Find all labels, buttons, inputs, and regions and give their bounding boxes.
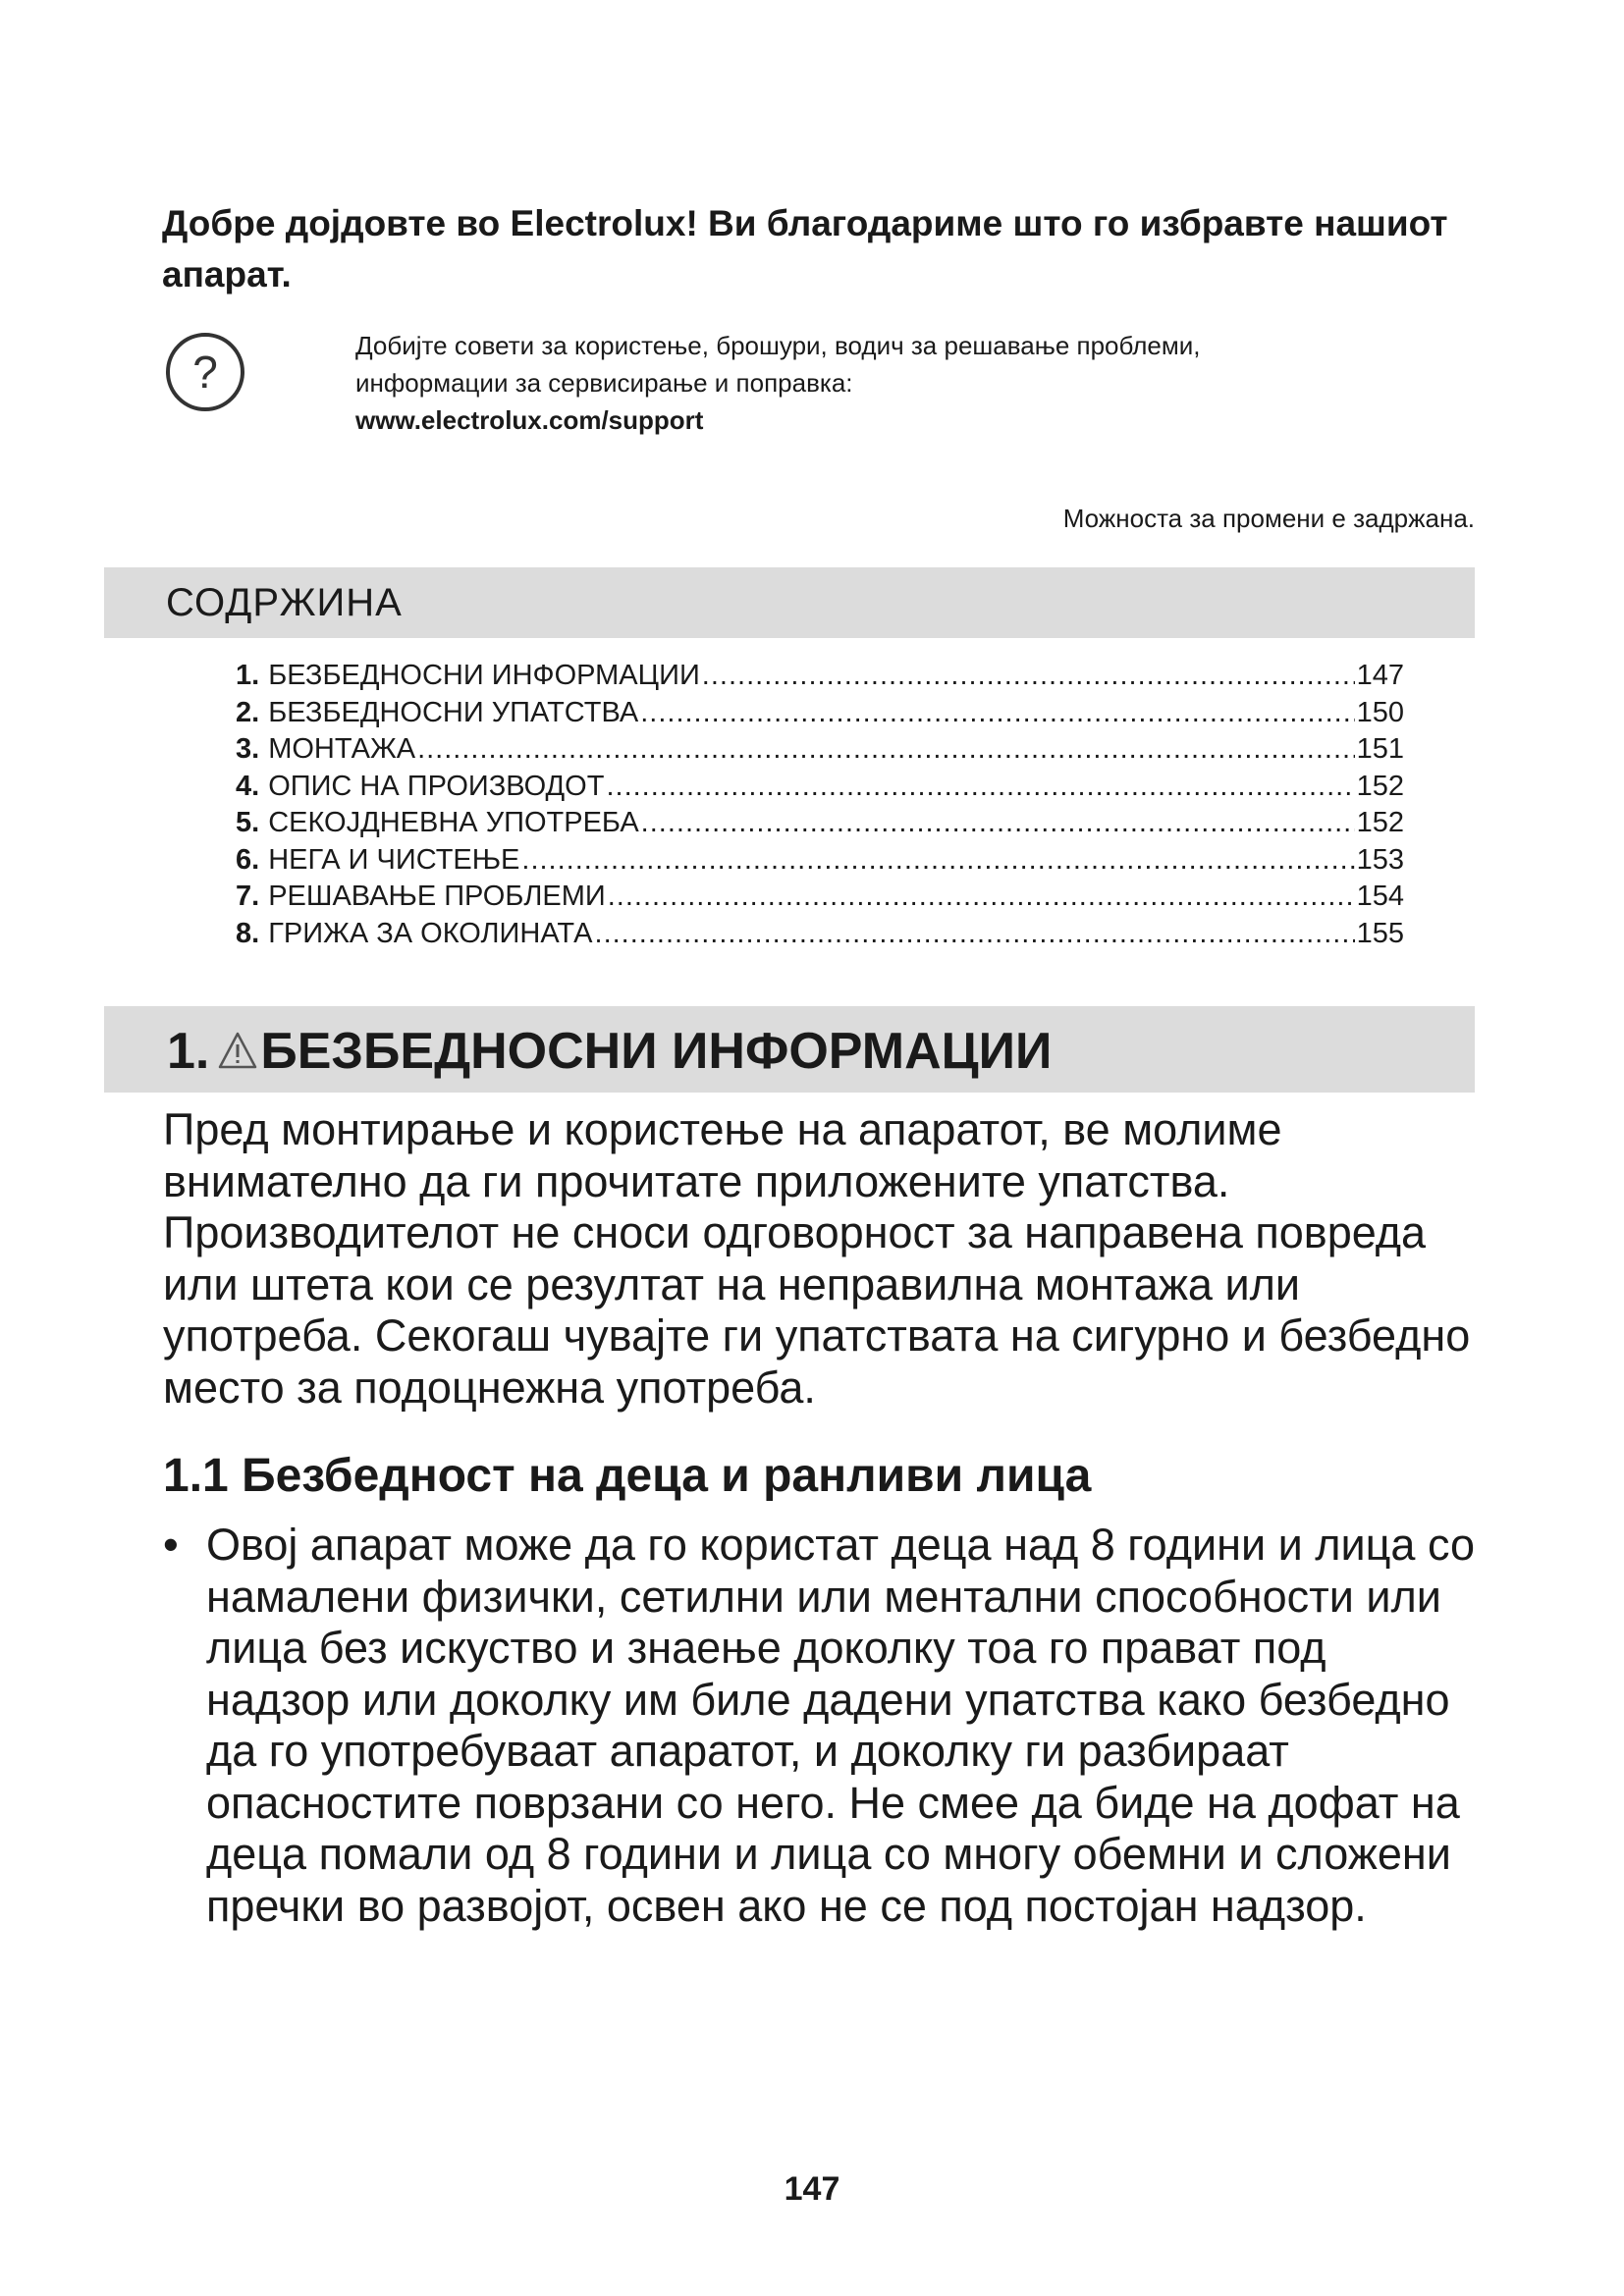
toc-item-label: ОПИС НА ПРОИЗВОДОТ [268,770,605,802]
toc-leader-dots [595,916,1355,953]
list-item [163,1520,1479,1932]
bullet-icon: • [163,1520,179,1570]
toc-item-label: НЕГА И ЧИСТЕЊЕ [268,843,520,876]
toc-leader-dots [521,842,1354,880]
warning-triangle-icon [217,1031,258,1070]
subsection-title: 1.1 Безбедност на деца и ранливи лица [163,1450,1092,1502]
toc-leader-dots [606,769,1354,806]
toc-item-page: 152 [1356,770,1404,802]
toc-item-label: МОНТАЖА [268,733,416,765]
toc-item[interactable] [236,769,1404,806]
page-number: 147 [784,2170,840,2208]
toc-item[interactable] [236,805,1404,842]
section-title [167,1020,1052,1083]
toc-item[interactable] [236,731,1404,769]
toc-item-number: 8. [236,917,260,949]
support-line-2: информации за сервисирање и поправка: [355,368,853,398]
toc-leader-dots [641,805,1355,842]
question-circle-icon [164,331,246,413]
safety-bullet-list [163,1520,1479,1932]
toc-item-page: 153 [1356,843,1404,876]
bullet-text: Овој апарат може да го користат деца над 8 години и лица со намалени физички, сетилни или ментални способности или лица без искуство и знаење доколку тоа го прават под надзор или доколку им биле дадени упатства како безбедно да го употребуваат апаратот, и доколку ги разбираат опасностите поврзани со него. Не смее да биде на дофат на деца помали од 8 години и лица со многу обемни и сложени пречки во развојот, освен ако не се под постојан надзор. [206,1520,1475,1931]
section-title-text: БЕЗБЕДНОСНИ ИНФОРМАЦИИ [260,1023,1053,1080]
toc-leader-dots [640,695,1354,732]
toc-item[interactable] [236,842,1404,880]
toc-item-number: 6. [236,843,260,876]
toc-item[interactable] [236,879,1404,916]
toc-leader-dots [608,879,1355,916]
toc-item-label: ГРИЖА ЗА ОКОЛИНАТА [268,917,593,949]
toc-item-page: 154 [1356,881,1404,912]
support-url-link[interactable]: www.electrolux.com/support [355,405,704,435]
toc-item[interactable] [236,695,1404,732]
toc-item[interactable] [236,658,1404,695]
toc-item-number: 7. [236,881,260,912]
toc-item-page: 155 [1356,917,1404,949]
toc-header-bar [104,567,1475,638]
toc-item-page: 152 [1356,807,1404,838]
toc-leader-dots [702,658,1355,695]
toc-item-page: 147 [1356,660,1404,691]
toc-item-label: БЕЗБЕДНОСНИ ИНФОРМАЦИИ [268,660,700,691]
support-line-1: Добијте совети за користење, брошури, водич за решавање проблеми, [355,331,1201,360]
toc-item-page: 150 [1356,696,1404,728]
svg-text:?: ? [192,347,218,398]
toc-item[interactable] [236,916,1404,953]
toc-item-page: 151 [1356,733,1404,765]
toc-title: СОДРЖИНА [166,581,403,624]
table-of-contents [236,658,1404,952]
section-header-bar [104,1006,1475,1093]
section-number: 1. [167,1023,210,1080]
welcome-heading: Добре дојдовте во Electrolux! Ви благодариме што го избравте нашиот апарат. [162,203,1448,294]
toc-item-label: БЕЗБЕДНОСНИ УПАТСТВА [268,696,639,728]
toc-item-number: 5. [236,807,260,838]
change-notice: Можноста за промени е задржана. [1062,504,1475,533]
toc-item-label: СЕКОЈДНЕВНА УПОТРЕБА [268,807,639,838]
toc-item-number: 3. [236,733,260,765]
toc-item-number: 2. [236,696,260,728]
toc-leader-dots [417,731,1355,769]
toc-item-label: РЕШАВАЊЕ ПРОБЛЕМИ [268,881,606,912]
toc-item-number: 1. [236,660,260,691]
toc-item-number: 4. [236,770,260,802]
safety-intro-paragraph: Пред монтирање и користење на апаратот, ве молиме внимателно да ги прочитате приложените упатства. Производителот не сноси одговорност за направена повреда или штета кои се резултат на неправилна монтажа или употреба. Секогаш чувајте ги упатствата на сигурно и безбедно место за подоцнежна употреба. [163,1104,1471,1413]
support-info [355,327,1455,439]
